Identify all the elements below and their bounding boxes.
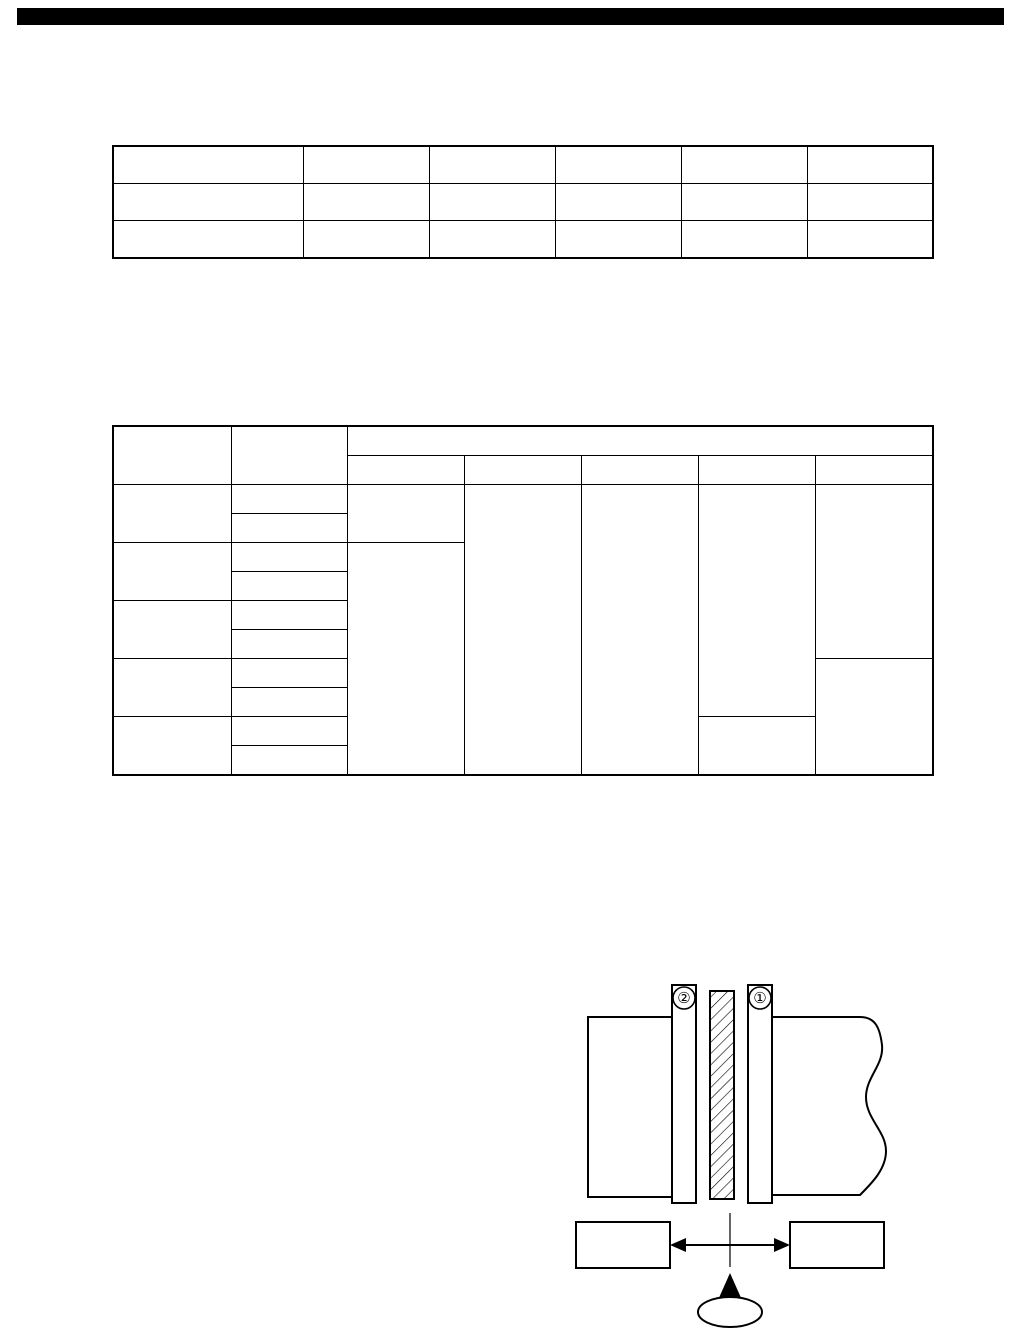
table-row [113, 146, 933, 184]
table-header-row [113, 426, 933, 456]
table-cell [303, 221, 429, 259]
table-header-cell [231, 426, 347, 485]
table-cell [347, 543, 464, 776]
table-cell [303, 146, 429, 184]
table-cell [231, 630, 347, 659]
table-header-cell [581, 456, 698, 485]
table-cell [429, 146, 555, 184]
table-cell [231, 572, 347, 601]
table-cell [555, 184, 681, 221]
table-cell [113, 659, 231, 717]
table-row [113, 485, 933, 514]
page-header-bar [17, 8, 1004, 25]
left-label-box [576, 1222, 670, 1268]
table-cell [815, 659, 933, 776]
table-cell [807, 184, 933, 221]
table-header-cell [347, 456, 464, 485]
table-cell [429, 221, 555, 259]
plate-2 [672, 985, 696, 1203]
right-body-block [756, 1017, 886, 1195]
pointer-marker [698, 1273, 762, 1327]
table-cell [429, 184, 555, 221]
table-cell [231, 688, 347, 717]
callout-1 [749, 987, 771, 1009]
table-cell [231, 717, 347, 746]
table-cell [347, 485, 464, 543]
shim-hatched [710, 991, 734, 1199]
table-cell [231, 659, 347, 688]
left-body-block [588, 1017, 680, 1197]
table-row [113, 221, 933, 259]
table-cell [581, 485, 698, 776]
table-header-cell [464, 456, 581, 485]
table-cell [113, 184, 303, 221]
table-header-cell [815, 456, 933, 485]
table-header-cell [113, 426, 231, 485]
table-cell [231, 601, 347, 630]
table-cell [681, 221, 807, 259]
table-cell [698, 717, 815, 776]
adjustment-table [112, 425, 934, 776]
table-header-cell [698, 456, 815, 485]
table-cell [231, 514, 347, 543]
table-cell [464, 485, 581, 776]
callout-1-label: ① [753, 989, 767, 1007]
table-cell [113, 221, 303, 259]
assembly-diagram [560, 955, 980, 1325]
table-cell [113, 717, 231, 776]
table-cell [303, 184, 429, 221]
callout-2-label: ② [677, 989, 691, 1007]
table-cell [231, 485, 347, 514]
right-label-box [790, 1222, 884, 1268]
table-cell [698, 485, 815, 717]
table-cell [113, 601, 231, 659]
table-cell [681, 184, 807, 221]
table-cell [555, 221, 681, 259]
table-cell [807, 221, 933, 259]
plate-1 [748, 985, 772, 1203]
table-cell [113, 543, 231, 601]
table-row [113, 184, 933, 221]
table-cell [681, 146, 807, 184]
callout-2 [673, 987, 695, 1009]
table-cell [231, 543, 347, 572]
table-cell [113, 146, 303, 184]
table-cell [807, 146, 933, 184]
table-cell [231, 746, 347, 776]
table-group-header [347, 426, 933, 456]
table-cell [555, 146, 681, 184]
table-cell [113, 485, 231, 543]
specification-table [112, 145, 934, 259]
table-cell [815, 485, 933, 659]
